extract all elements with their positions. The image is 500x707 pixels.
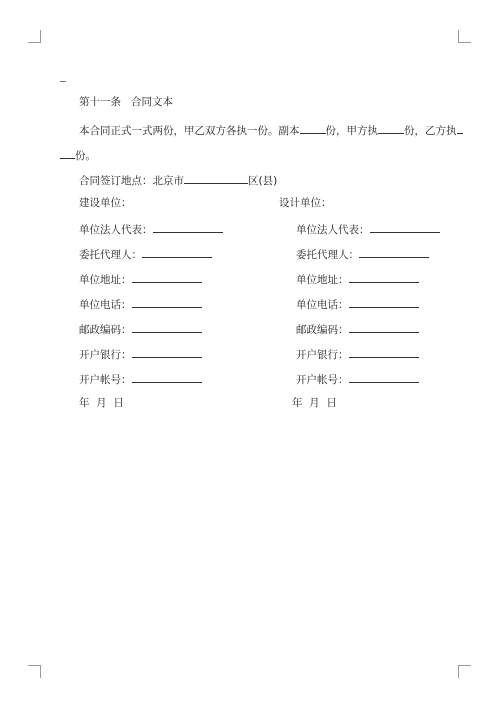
left-postcode-field (79, 323, 202, 336)
right-agent-field (296, 248, 429, 261)
page-corner-bottom-left (28, 665, 41, 678)
location-suffix: 区(县) (248, 175, 278, 187)
copies-blank[interactable] (300, 124, 326, 134)
right-phone-blank[interactable] (349, 298, 419, 308)
article-number: 第十一条 (79, 96, 121, 108)
page-corner-top-right (458, 30, 471, 43)
left-postcode-blank[interactable] (132, 323, 202, 333)
field-label: 单位地址： (79, 274, 132, 286)
field-label: 单位地址： (296, 274, 349, 286)
party-b-copies-blank[interactable] (457, 124, 463, 134)
left-phone-field (79, 298, 202, 311)
left-legal-rep-blank[interactable] (153, 223, 223, 233)
left-date: 年 月 日 (79, 397, 124, 409)
paragraph-mark (60, 81, 66, 82)
left-phone-blank[interactable] (132, 298, 202, 308)
paragraph-text: 份，甲方执 (325, 125, 378, 137)
right-postcode-field (296, 323, 419, 336)
field-label: 邮政编码： (296, 324, 349, 336)
party-a-copies-blank[interactable] (378, 124, 404, 134)
paragraph-line-1 (79, 124, 463, 137)
construction-unit-heading: 建设单位： (79, 197, 132, 209)
design-unit-heading: 设计单位： (279, 197, 332, 209)
field-label: 委托代理人： (79, 249, 142, 261)
field-label: 委托代理人： (296, 249, 359, 261)
field-label: 单位法人代表： (296, 224, 370, 236)
field-label: 开户帐号： (296, 374, 349, 386)
party-b-copies-blank-cont[interactable] (60, 149, 75, 159)
right-phone-field (296, 298, 419, 311)
location-label: 合同签订地点：北京市 (79, 175, 184, 187)
field-label: 开户帐号： (79, 374, 132, 386)
right-legal-rep-field (296, 223, 440, 236)
paragraph-line-2 (60, 149, 96, 162)
article-title: 合同文本 (131, 96, 173, 108)
right-date: 年 月 日 (292, 397, 337, 409)
right-agent-blank[interactable] (359, 248, 429, 258)
right-account-field (296, 373, 419, 386)
article-heading (79, 97, 173, 108)
left-account-blank[interactable] (132, 373, 202, 383)
left-bank-blank[interactable] (132, 348, 202, 358)
right-address-field (296, 273, 419, 286)
left-address-field (79, 273, 202, 286)
left-address-blank[interactable] (132, 273, 202, 283)
left-account-field (79, 373, 202, 386)
page-corner-top-left (28, 30, 41, 43)
right-account-blank[interactable] (349, 373, 419, 383)
left-legal-rep-field (79, 223, 223, 236)
left-bank-field (79, 348, 202, 361)
right-bank-blank[interactable] (349, 348, 419, 358)
page-corner-bottom-right (458, 665, 471, 678)
district-blank[interactable] (184, 174, 248, 184)
right-legal-rep-blank[interactable] (370, 223, 440, 233)
left-agent-field (79, 248, 212, 261)
paragraph-text: 份。 (75, 150, 96, 162)
field-label: 开户银行： (79, 349, 132, 361)
field-label: 单位电话： (79, 299, 132, 311)
field-label: 邮政编码： (79, 324, 132, 336)
right-bank-field (296, 348, 419, 361)
left-agent-blank[interactable] (142, 248, 212, 258)
field-label: 单位电话： (296, 299, 349, 311)
field-label: 单位法人代表： (79, 224, 153, 236)
field-label: 开户银行： (296, 349, 349, 361)
paragraph-text: 份，乙方执 (404, 125, 457, 137)
paragraph-text: 本合同正式一式两份，甲乙双方各执一份。副本 (79, 125, 300, 137)
right-address-blank[interactable] (349, 273, 419, 283)
signing-location (79, 174, 277, 187)
right-postcode-blank[interactable] (349, 323, 419, 333)
